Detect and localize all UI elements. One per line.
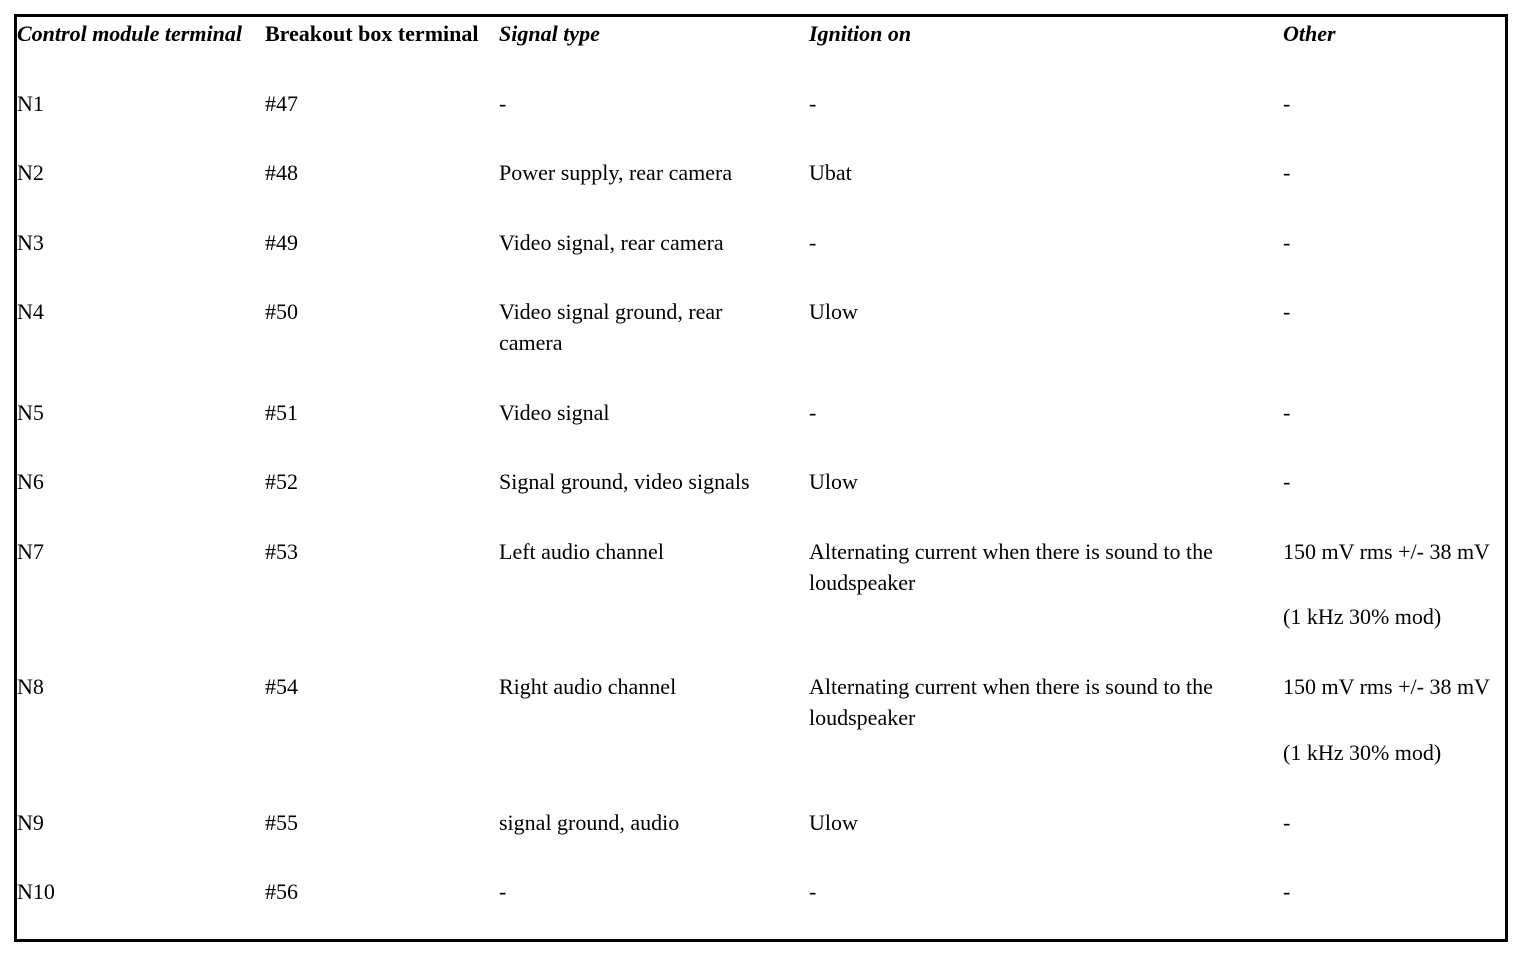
- header-control-module-terminal: Control module terminal: [17, 21, 242, 46]
- ignition-on-cell: -: [809, 400, 817, 425]
- signal-type-cell: Video signal: [499, 400, 610, 425]
- other-cell: -: [1283, 879, 1291, 904]
- breakout-cell: #50: [265, 299, 298, 324]
- breakout-cell: #55: [265, 810, 298, 835]
- ignition-on-cell: Ulow: [809, 299, 858, 324]
- terminal-cell: N3: [17, 230, 44, 255]
- breakout-cell: #48: [265, 160, 298, 185]
- signal-type-cell: Video signal ground, rear: [499, 299, 723, 324]
- breakout-cell: #47: [265, 91, 298, 116]
- terminal-cell: N1: [17, 91, 44, 116]
- breakout-cell: #52: [265, 469, 298, 494]
- ignition-on-cell-line2: loudspeaker: [809, 570, 916, 595]
- breakout-cell: #51: [265, 400, 298, 425]
- other-cell: -: [1283, 400, 1291, 425]
- ignition-on-cell: -: [809, 230, 817, 255]
- other-cell: -: [1283, 810, 1291, 835]
- signal-type-cell-line2: camera: [499, 330, 563, 355]
- breakout-cell: #56: [265, 879, 298, 904]
- terminal-cell: N7: [17, 539, 44, 564]
- ignition-on-cell: Alternating current when there is sound to the: [809, 539, 1213, 564]
- other-cell-line2: (1 kHz 30% mod): [1283, 604, 1442, 629]
- other-cell: -: [1283, 469, 1291, 494]
- other-cell: 150 mV rms +/- 38 mV: [1283, 674, 1490, 699]
- signal-type-cell: Right audio channel: [499, 674, 677, 699]
- terminal-cell: N9: [17, 810, 44, 835]
- terminal-cell: N2: [17, 160, 44, 185]
- other-cell: -: [1283, 91, 1291, 116]
- signal-type-cell: Video signal, rear camera: [499, 230, 724, 255]
- signal-type-cell: Left audio channel: [499, 539, 664, 564]
- header-other: Other: [1283, 21, 1336, 46]
- breakout-cell: #53: [265, 539, 298, 564]
- other-cell: -: [1283, 299, 1291, 324]
- signal-type-cell: -: [499, 879, 507, 904]
- terminal-cell: N4: [17, 299, 44, 324]
- breakout-cell: #54: [265, 674, 298, 699]
- ignition-on-cell: Alternating current when there is sound to the: [809, 674, 1213, 699]
- ignition-on-cell: -: [809, 879, 817, 904]
- other-cell: -: [1283, 160, 1291, 185]
- ignition-on-cell: -: [809, 91, 817, 116]
- other-cell: -: [1283, 230, 1291, 255]
- header-breakout-box-terminal: Breakout box terminal: [265, 21, 479, 46]
- ignition-on-cell: Ulow: [809, 810, 858, 835]
- terminal-cell: N6: [17, 469, 44, 494]
- signal-type-cell: Signal ground, video signals: [499, 469, 750, 494]
- other-cell: 150 mV rms +/- 38 mV: [1283, 539, 1490, 564]
- ignition-on-cell: Ubat: [809, 160, 852, 185]
- signal-type-cell: Power supply, rear camera: [499, 160, 733, 185]
- signal-type-cell: -: [499, 91, 507, 116]
- terminal-cell: N8: [17, 674, 44, 699]
- signal-type-cell: signal ground, audio: [499, 810, 680, 835]
- terminal-cell: N10: [17, 879, 55, 904]
- ignition-on-cell-line2: loudspeaker: [809, 705, 916, 730]
- breakout-cell: #49: [265, 230, 298, 255]
- other-cell-line2: (1 kHz 30% mod): [1283, 740, 1442, 765]
- ignition-on-cell: Ulow: [809, 469, 858, 494]
- header-ignition-on: Ignition on: [809, 21, 912, 46]
- header-signal-type: Signal type: [499, 21, 600, 46]
- terminal-cell: N5: [17, 400, 44, 425]
